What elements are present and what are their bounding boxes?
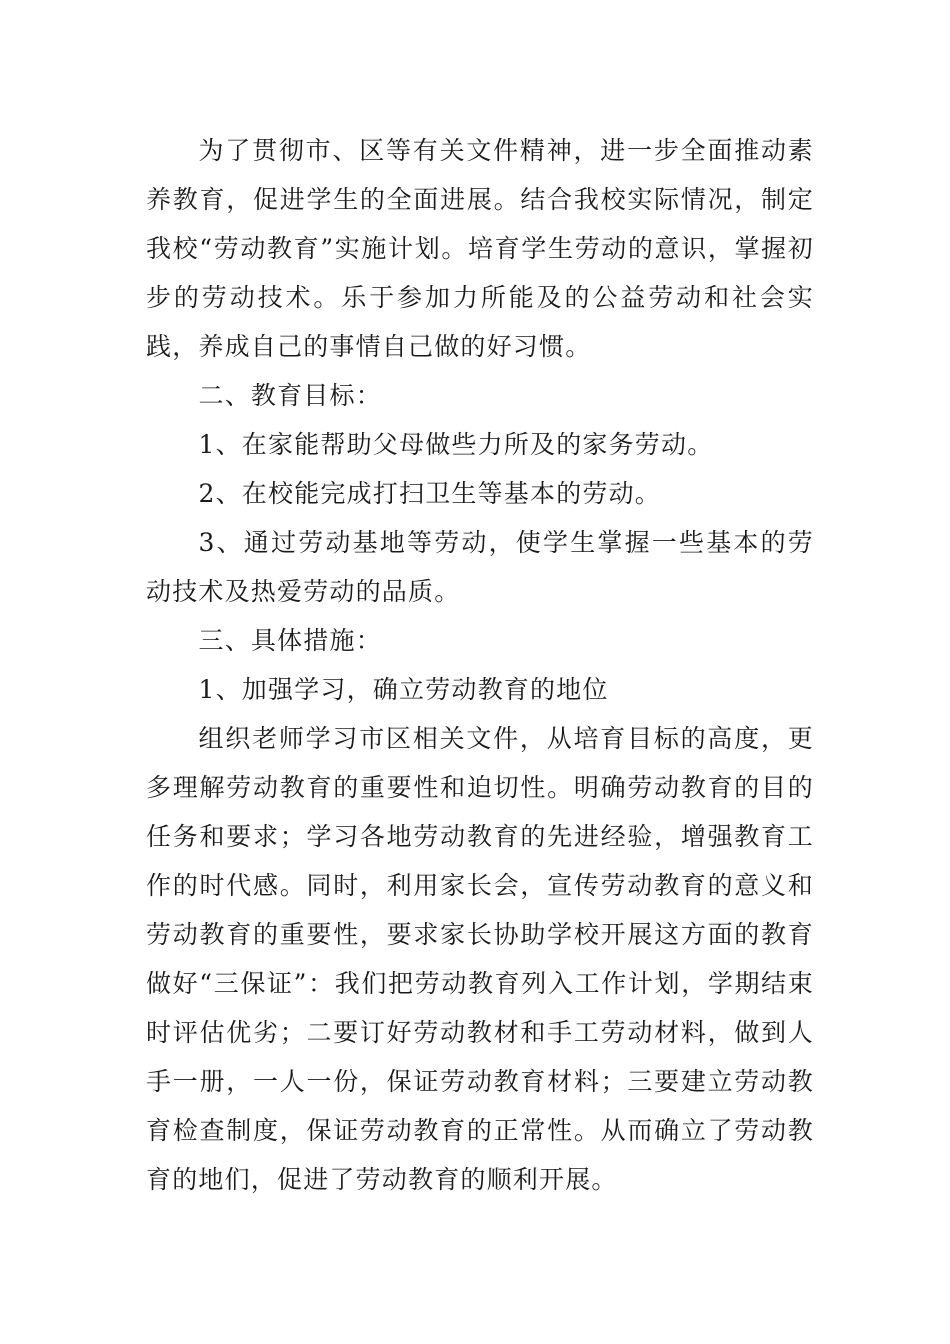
goal-item-1: 1、在家能帮助父母做些力所及的家务劳动。 — [198, 430, 714, 459]
section-heading-measures: 三、具体措施： — [198, 626, 382, 655]
section-heading-goals: 二、教育目标： — [198, 381, 382, 410]
goal-item-3: 3、通过劳动基地等劳动，使学生掌握一些基本的劳动技术及热爱劳动的品质。 — [146, 528, 814, 606]
goal-item-2: 2、在校能完成打扫卫生等基本的劳动。 — [198, 479, 662, 508]
document-body — [146, 126, 814, 1204]
measure-item-1-body: 组织老师学习市区相关文件，从培育目标的高度，更多理解劳动教育的重要性和迫切性。明确劳动教育的目的任务和要求；学习各地劳动教育的先进经验，增强教育工作的时代感。同时，利用家长会，宣传劳动教育的意义和劳动教育的重要性，要求家长协助学校开展这方面的教育做好“三保证”：我们把劳动教育列入工作计划，学期结束时评估优劣；二要订好劳动教材和手工劳动材料，做到人手一册，一人一份，保证劳动教育材料；三要建立劳动教育检查制度，保证劳动教育的正常性。从而确立了劳动教育的地们，促进了劳动教育的顺利开展。 — [146, 724, 814, 1194]
intro-paragraph: 为了贯彻市、区等有关文件精神，进一步全面推动素养教育，促进学生的全面进展。结合我校实际情况，制定我校“劳动教育”实施计划。培育学生劳动的意识，掌握初步的劳动技术。乐于参加力所能及的公益劳动和社会实践，养成自己的事情自己做的好习惯。 — [146, 136, 814, 361]
measure-item-1-heading: 1、加强学习，确立劳动教育的地位 — [198, 675, 609, 704]
